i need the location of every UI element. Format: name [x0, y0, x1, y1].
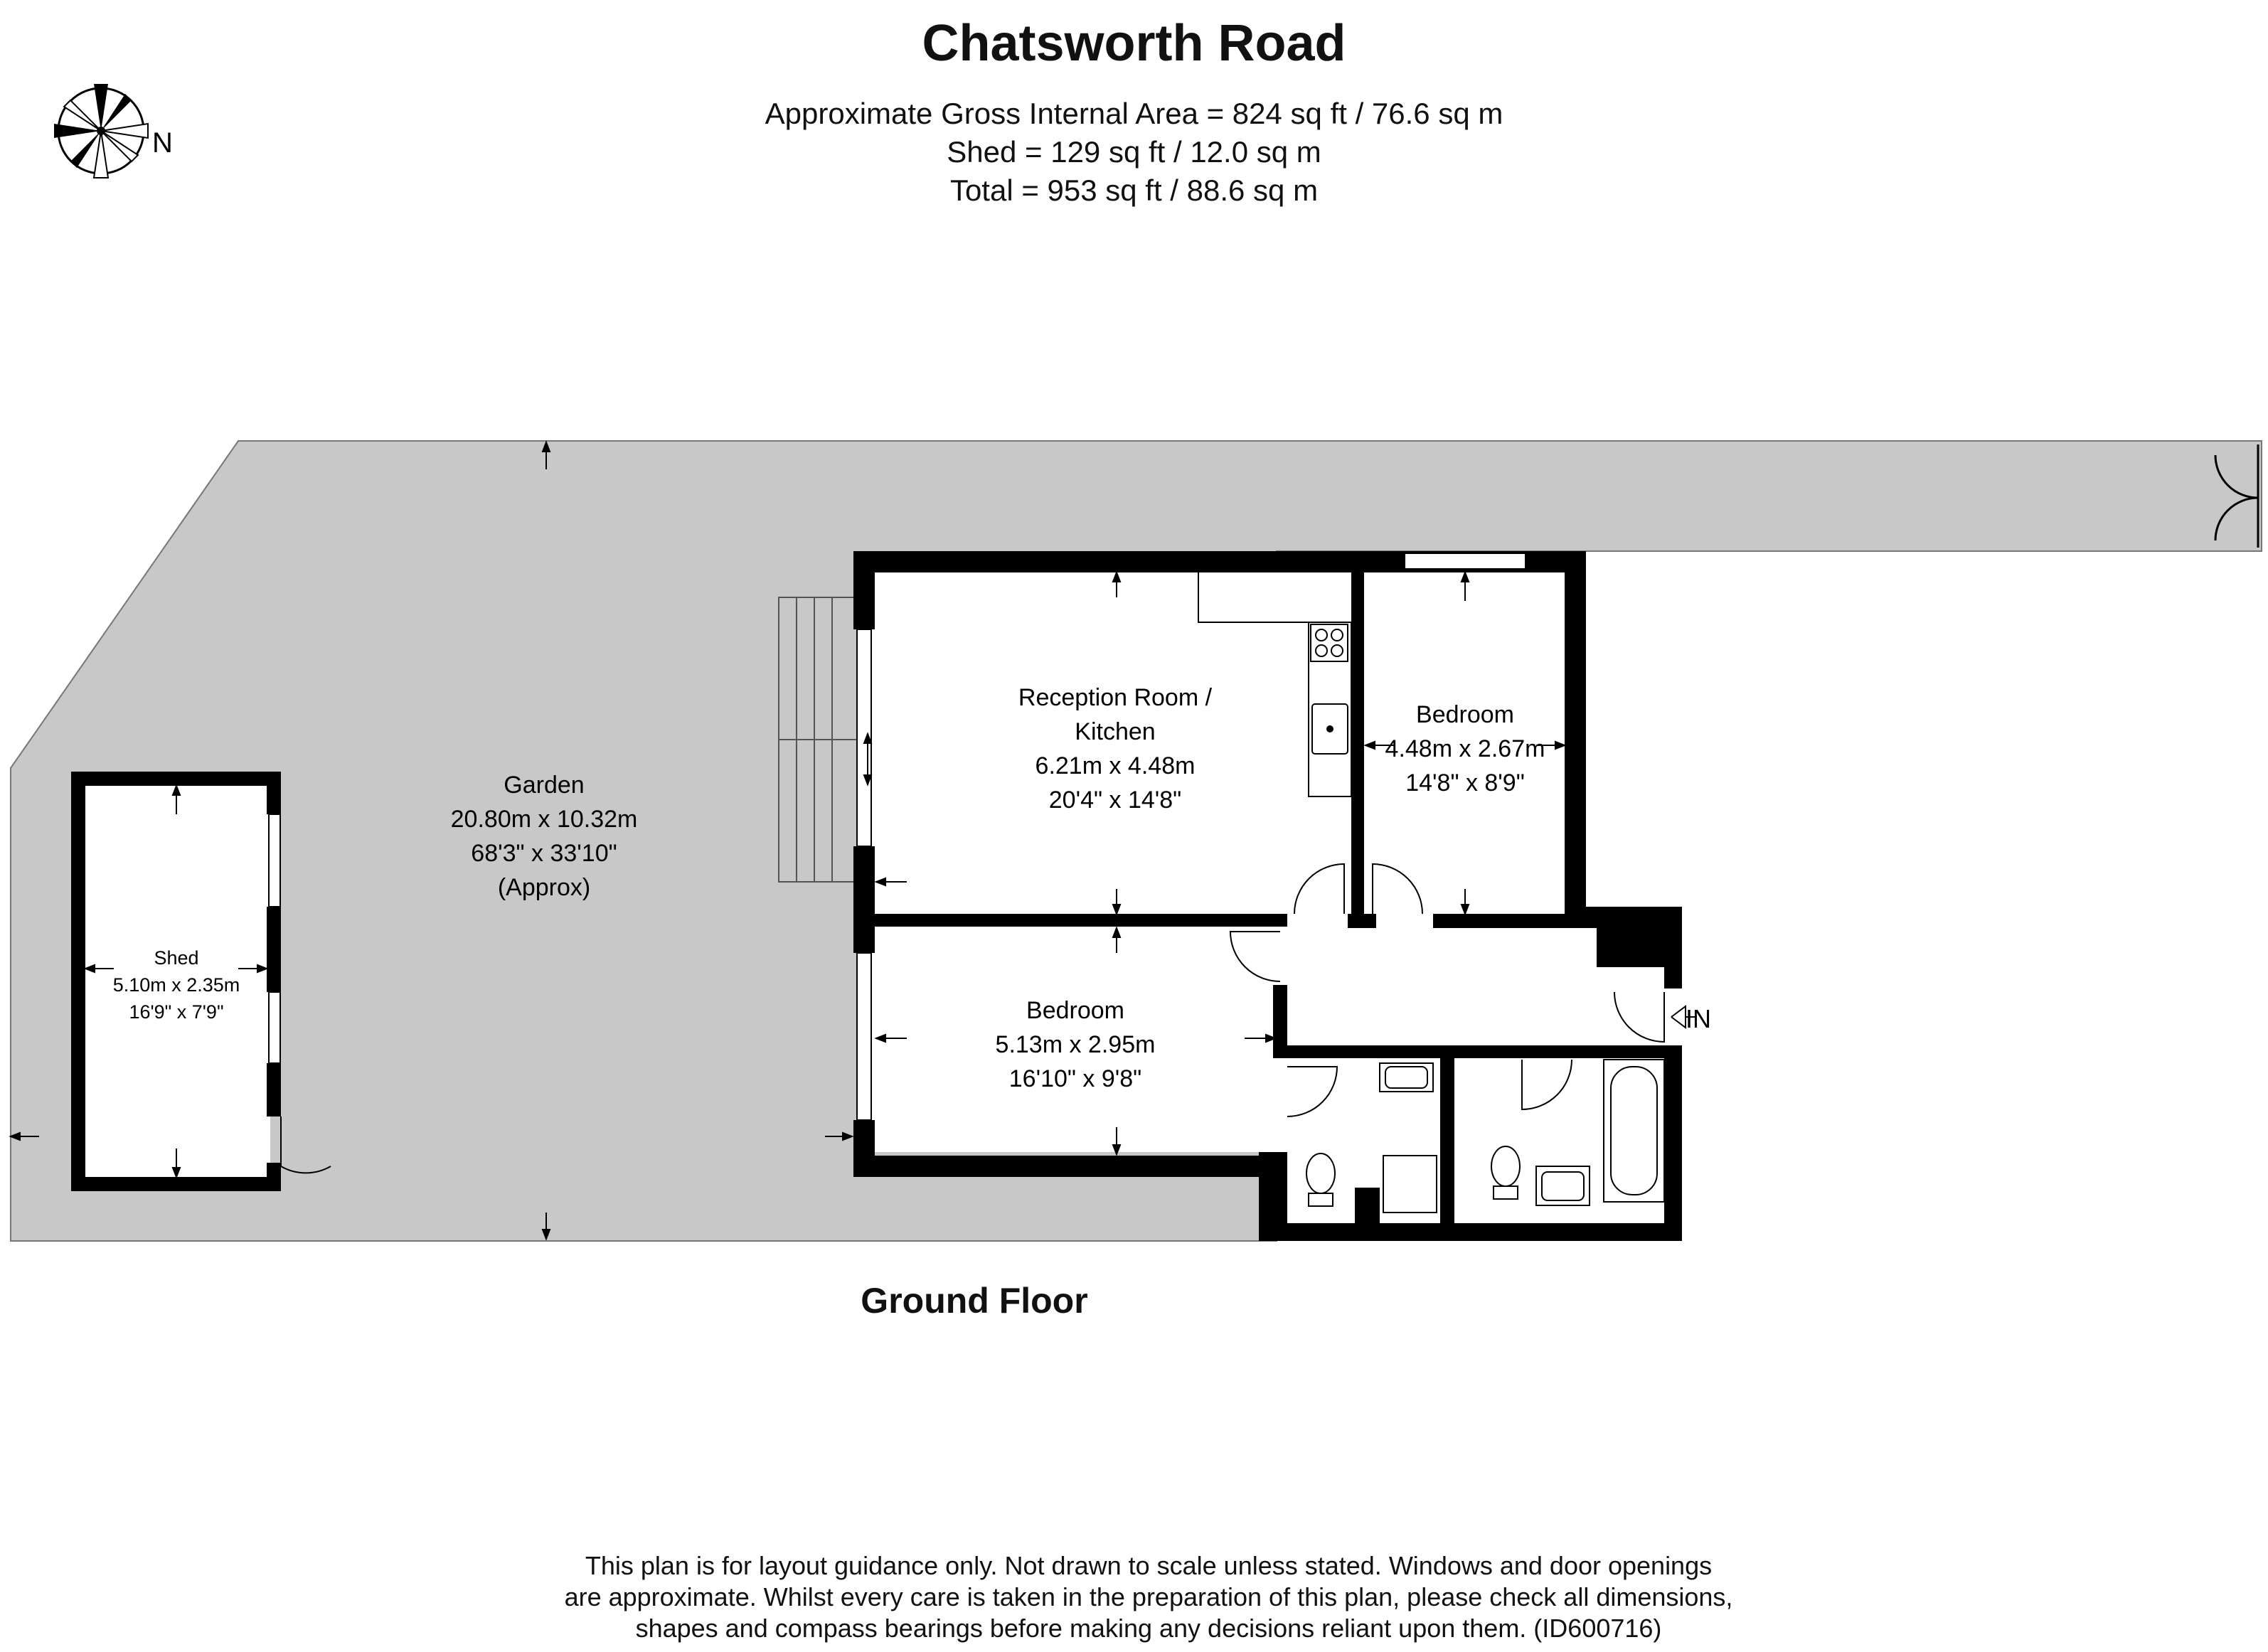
bathtub-icon [1604, 1060, 1664, 1202]
shed-name: Shed [154, 947, 199, 969]
bedroom-1-metric: 4.48m x 2.67m [1385, 735, 1545, 762]
floor-label: Ground Floor [861, 1281, 1088, 1321]
reception-name-line-2: Kitchen [1075, 718, 1156, 745]
garden-name: Garden [504, 772, 585, 799]
disclaimer-line-2: are approximate. Whilst every care is taken in the preparation of this plan, please check all dimensions, [564, 1582, 1733, 1611]
shed-imperial: 16'9" x 7'9" [129, 1001, 224, 1023]
shower-tray-icon [1383, 1156, 1437, 1213]
shed-area-line: Shed = 129 sq ft / 12.0 sq m [947, 135, 1321, 169]
total-area-line: Total = 953 sq ft / 88.6 sq m [949, 174, 1319, 207]
bedroom-2-metric: 5.13m x 2.95m [995, 1031, 1156, 1058]
reception-metric: 6.21m x 4.48m [1035, 752, 1196, 779]
disclaimer-line-3: shapes and compass bearings before making any decisions reliant upon them. (ID600716) [635, 1614, 1662, 1643]
compass-icon [54, 84, 148, 178]
gross-area-line: Approximate Gross Internal Area = 824 sq ft / 76.6 sq m [765, 97, 1503, 130]
disclaimer-line-1: This plan is for layout guidance only. Not drawn to scale unless stated. Windows and door openings [585, 1551, 1713, 1580]
decking-steps [779, 597, 857, 882]
reception-imperial: 20'4" x 14'8" [1048, 787, 1182, 814]
garden-metric: 20.80m x 10.32m [450, 806, 638, 833]
plan-title: Chatsworth Road [922, 15, 1346, 72]
garden-note: (Approx) [497, 874, 591, 901]
north-label: N [152, 127, 173, 159]
disclaimer [356, 1550, 1942, 1644]
bedroom-2-imperial: 16'10" x 9'8" [1008, 1065, 1142, 1092]
entrance-label: IN [1686, 1004, 1711, 1033]
garden-imperial: 68'3" x 33'10" [471, 840, 617, 867]
shed-metric: 5.10m x 2.35m [112, 974, 240, 996]
bedroom-2-name: Bedroom [1026, 997, 1124, 1024]
reception-name-line-1: Reception Room / [1018, 684, 1213, 711]
bedroom-1-imperial: 14'8" x 8'9" [1405, 769, 1525, 796]
bedroom-1-name: Bedroom [1416, 701, 1514, 728]
